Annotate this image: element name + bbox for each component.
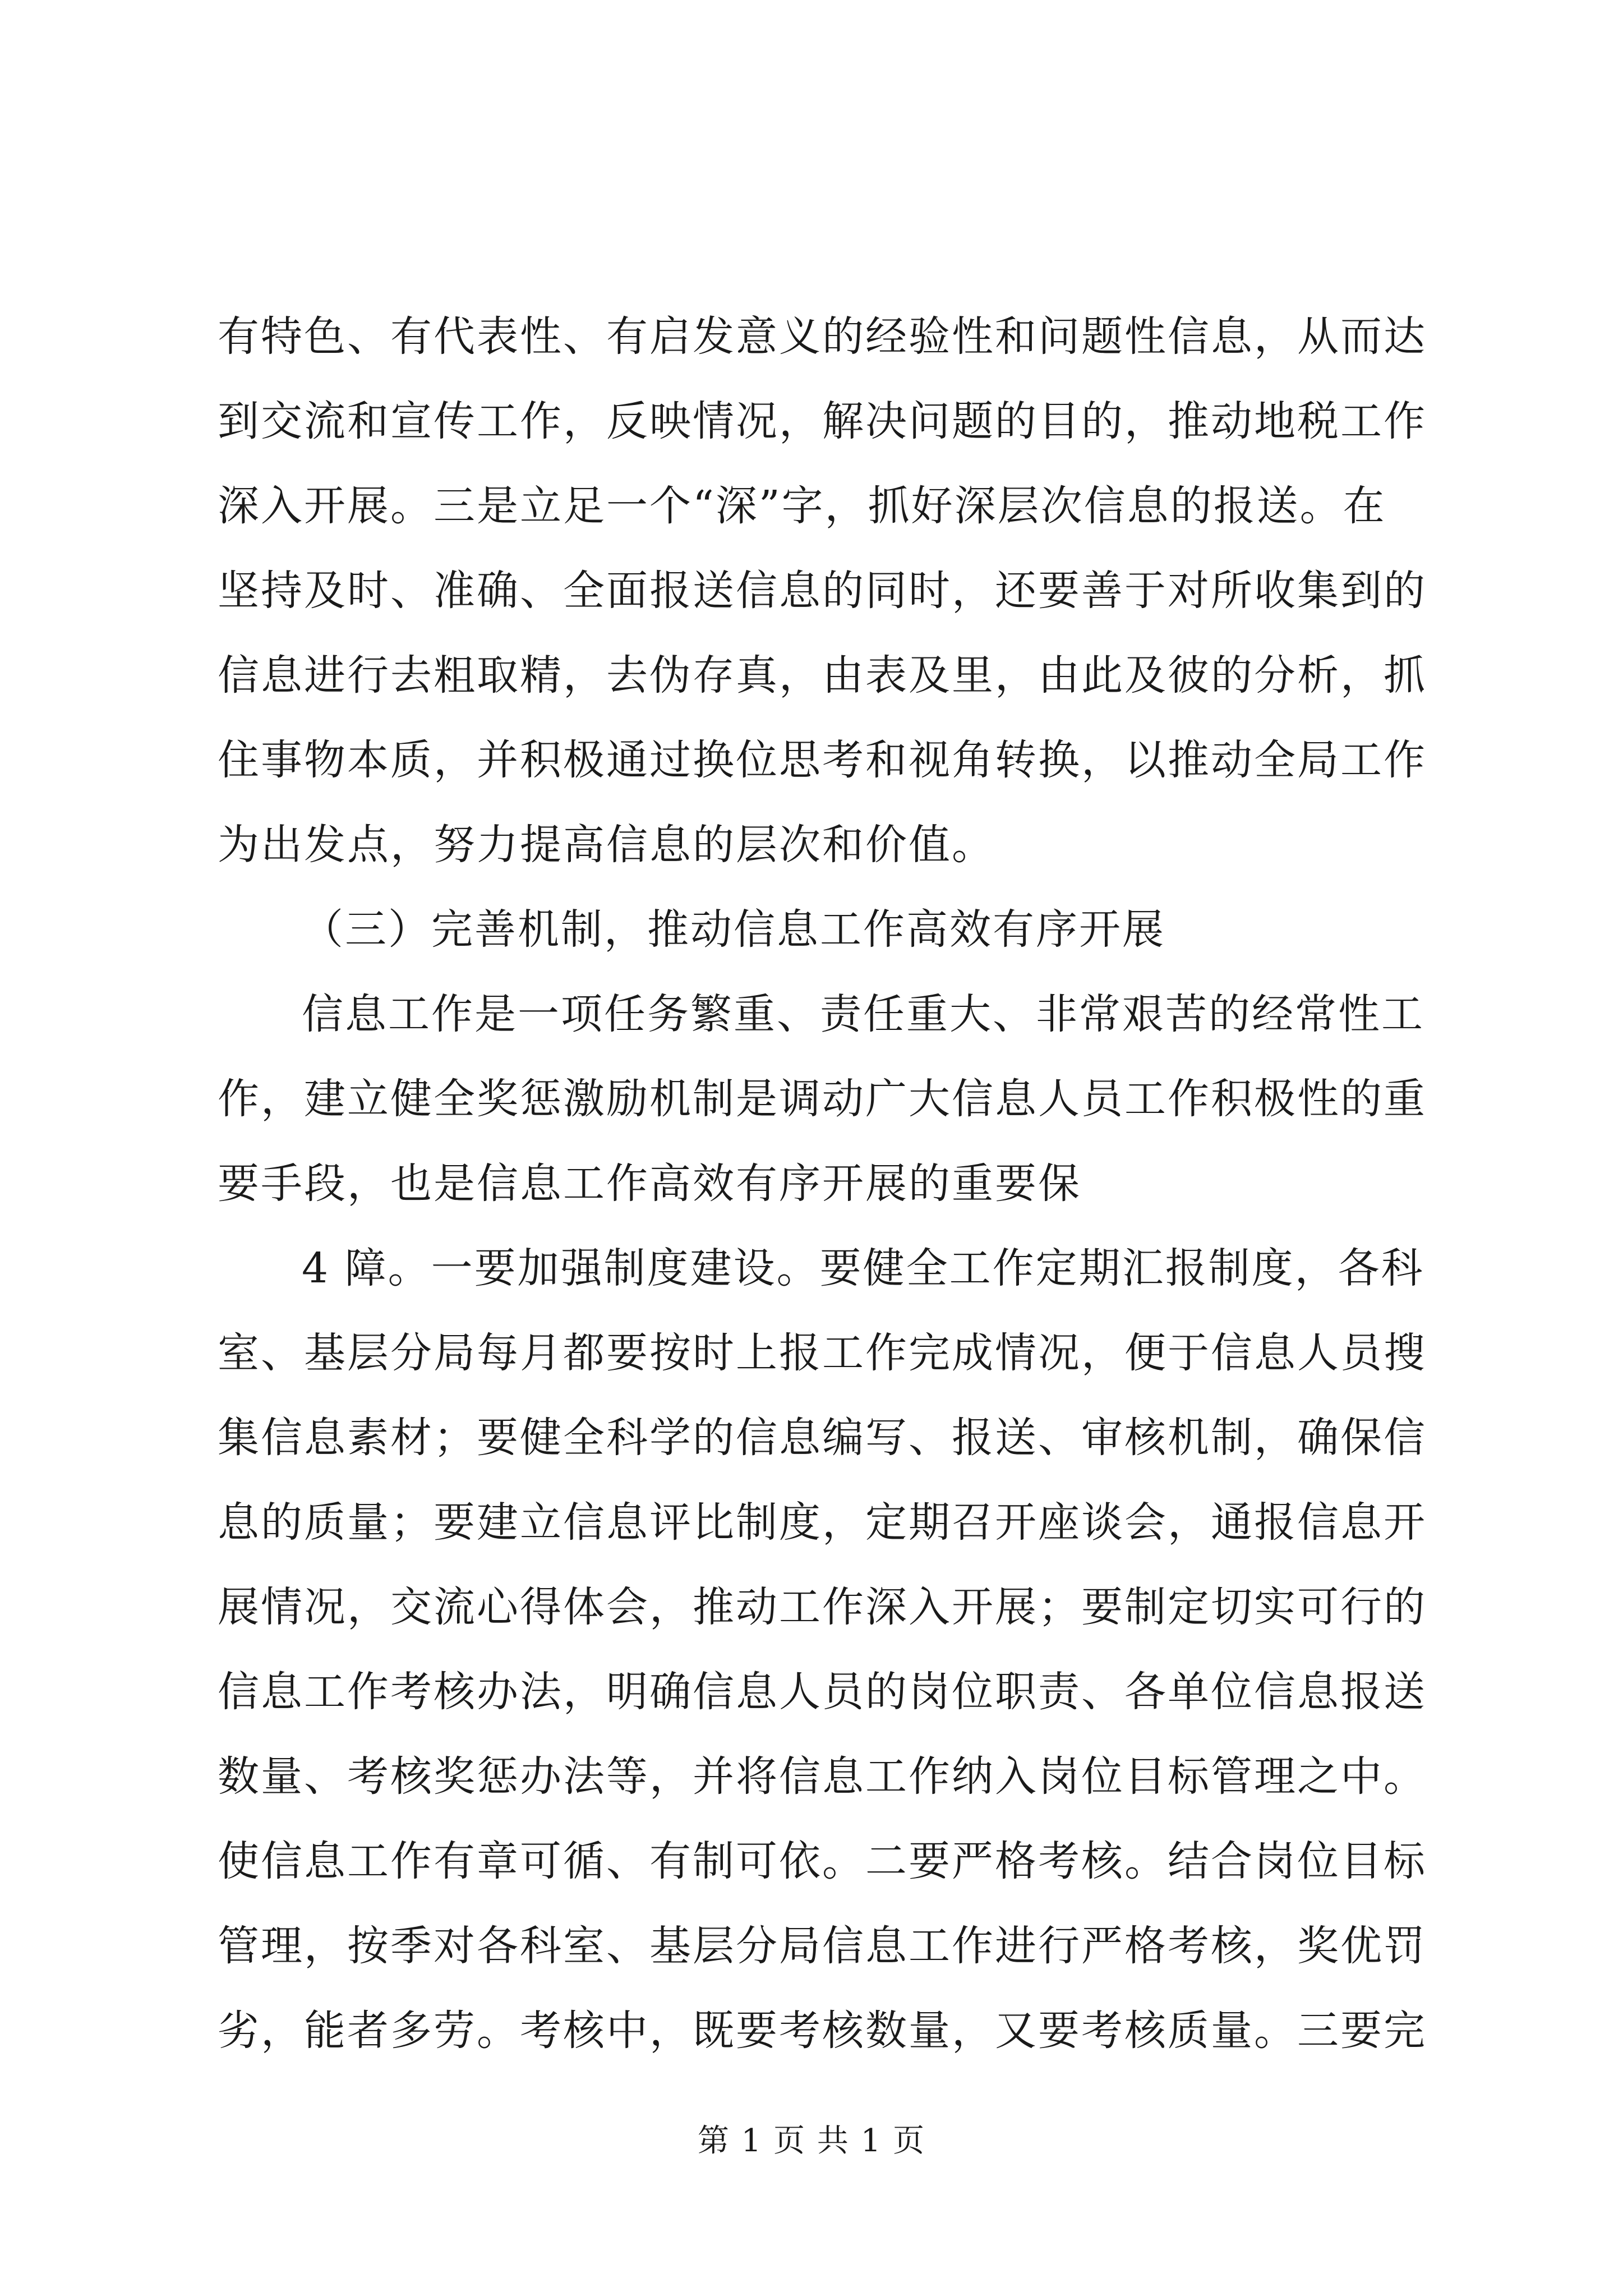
body-line: 4 障。一要加强制度建设。要健全工作定期汇报制度，各科 <box>302 1244 1424 1292</box>
body-line: 室、基层分局每月都要按时上报工作完成情况，便于信息人员搜 <box>218 1329 1427 1377</box>
body-line: 作，建立健全奖惩激励机制是调动广大信息人员工作积极性的重 <box>218 1075 1427 1123</box>
body-line: 息的质量；要建立信息评比制度，定期召开座谈会，通报信息开 <box>218 1498 1427 1547</box>
body-line: 住事物本质，并积极通过换位思考和视角转换，以推动全局工作 <box>218 736 1427 784</box>
section-heading: （三）完善机制，推动信息工作高效有序开展 <box>302 905 1165 954</box>
body-line: 到交流和宣传工作，反映情况，解决问题的目的，推动地税工作 <box>218 397 1427 445</box>
body-line: 信息进行去粗取精，去伪存真，由表及里，由此及彼的分析，抓 <box>218 651 1427 700</box>
body-line: 为出发点，努力提高信息的层次和价值。 <box>218 821 995 869</box>
body-line: 数量、考核奖惩办法等，并将信息工作纳入岗位目标管理之中。 <box>218 1752 1427 1801</box>
body-line: 集信息素材；要健全科学的信息编写、报送、审核机制，确保信 <box>218 1414 1427 1462</box>
body-line: 要手段，也是信息工作高效有序开展的重要保 <box>218 1159 1081 1208</box>
page-number-footer: 第 1 页 共 1 页 <box>697 2123 926 2159</box>
body-line: 深入开展。三是立足一个“深”字，抓好深层次信息的报送。在 <box>218 482 1386 530</box>
body-line: 管理，按季对各科室、基层分局信息工作进行严格考核，奖优罚 <box>218 1922 1427 1970</box>
body-line: 信息工作考核办法，明确信息人员的岗位职责、各单位信息报送 <box>218 1668 1427 1716</box>
body-line: 有特色、有代表性、有启发意义的经验性和问题性信息，从而达 <box>218 312 1427 361</box>
body-line: 坚持及时、准确、全面报送信息的同时，还要善于对所收集到的 <box>218 567 1427 615</box>
body-line: 展情况，交流心得体会，推动工作深入开展；要制定切实可行的 <box>218 1583 1427 1631</box>
body-line: 使信息工作有章可循、有制可依。二要严格考核。结合岗位目标 <box>218 1837 1427 1885</box>
body-line: 信息工作是一项任务繁重、责任重大、非常艰苦的经常性工 <box>302 990 1424 1038</box>
body-line: 劣，能者多劳。考核中，既要考核数量，又要考核质量。三要完 <box>218 2007 1427 2055</box>
